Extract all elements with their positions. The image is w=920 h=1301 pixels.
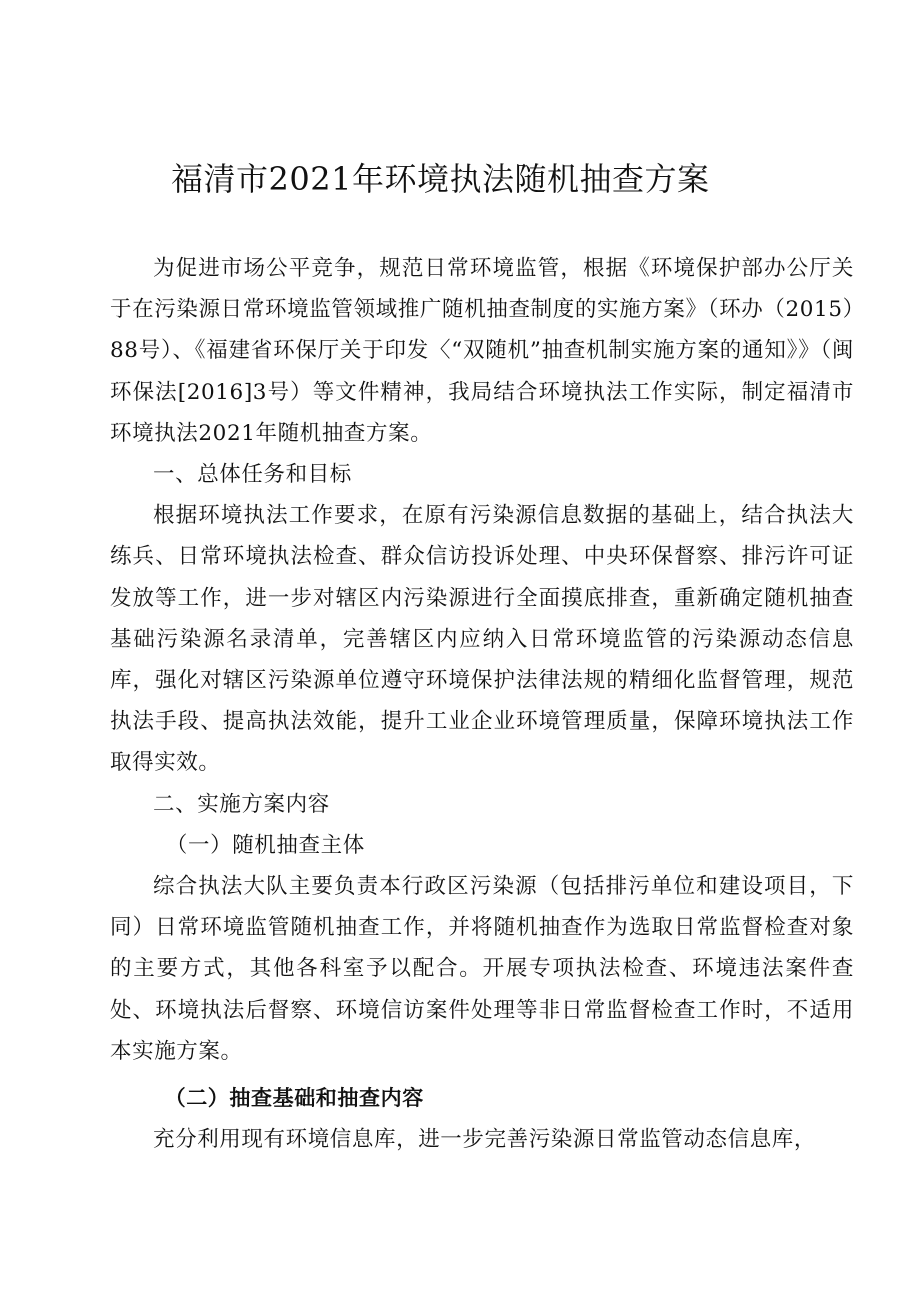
section-1-paragraph: 根据环境执法工作要求，在原有污染源信息数据的基础上，结合执法大练兵、日常环境执法检查、群众信访投诉处理、中央环保督察、排污许可证发放等工作，进一步对辖区内污染源进行全面摸底排查，重新确定随机抽查基础污染源名录清单，完善辖区内应纳入日常环境监管的污染源动态信息库，强化对辖区污染源单位遵守环境保护法律法规的精细化监督管理，规范执法手段、提高执法效能，提升工业企业环境管理质量，保障环境执法工作取得实效。 <box>110 503 854 776</box>
subsection-2-paragraph: 充分利用现有环境信息库，进一步完善污染源日常监管动态信息库， <box>153 1127 817 1153</box>
subsection-1-paragraph: 综合执法大队主要负责本行政区污染源（包括排污单位和建设项目，下同）日常环境监管随机抽查工作，并将随机抽查作为选取日常监督检查对象的主要方式，其他各科室予以配合。开展专项执法检查、环境违法案件查处、环境执法后督察、环境信访案件处理等非日常监督检查工作时，不适用本实施方案。 <box>110 874 854 1064</box>
document-title: 福清市2021年环境执法随机抽查方案 <box>171 160 710 198</box>
section-1-heading: 一、总体任务和目标 <box>153 462 352 488</box>
document-body <box>110 248 854 1160</box>
subsection-2-heading: （二）抽查基础和抽查内容 <box>164 1086 424 1111</box>
subsection-1-heading: （一）随机抽查主体 <box>165 832 365 858</box>
intro-paragraph: 为促进市场公平竞争，规范日常环境监管，根据《环境保护部办公厅关于在污染源日常环境监管领域推广随机抽查制度的实施方案》（环办（2015）88号）、《福建省环保厅关于印发〈“双随机”抽查机制实施方案的通知》》（闽环保法[2016]3号）等文件精神，我局结合环境执法工作实际，制定福清市环境执法2021年随机抽查方案。 <box>110 256 854 446</box>
section-2-heading: 二、实施方案内容 <box>153 791 330 817</box>
